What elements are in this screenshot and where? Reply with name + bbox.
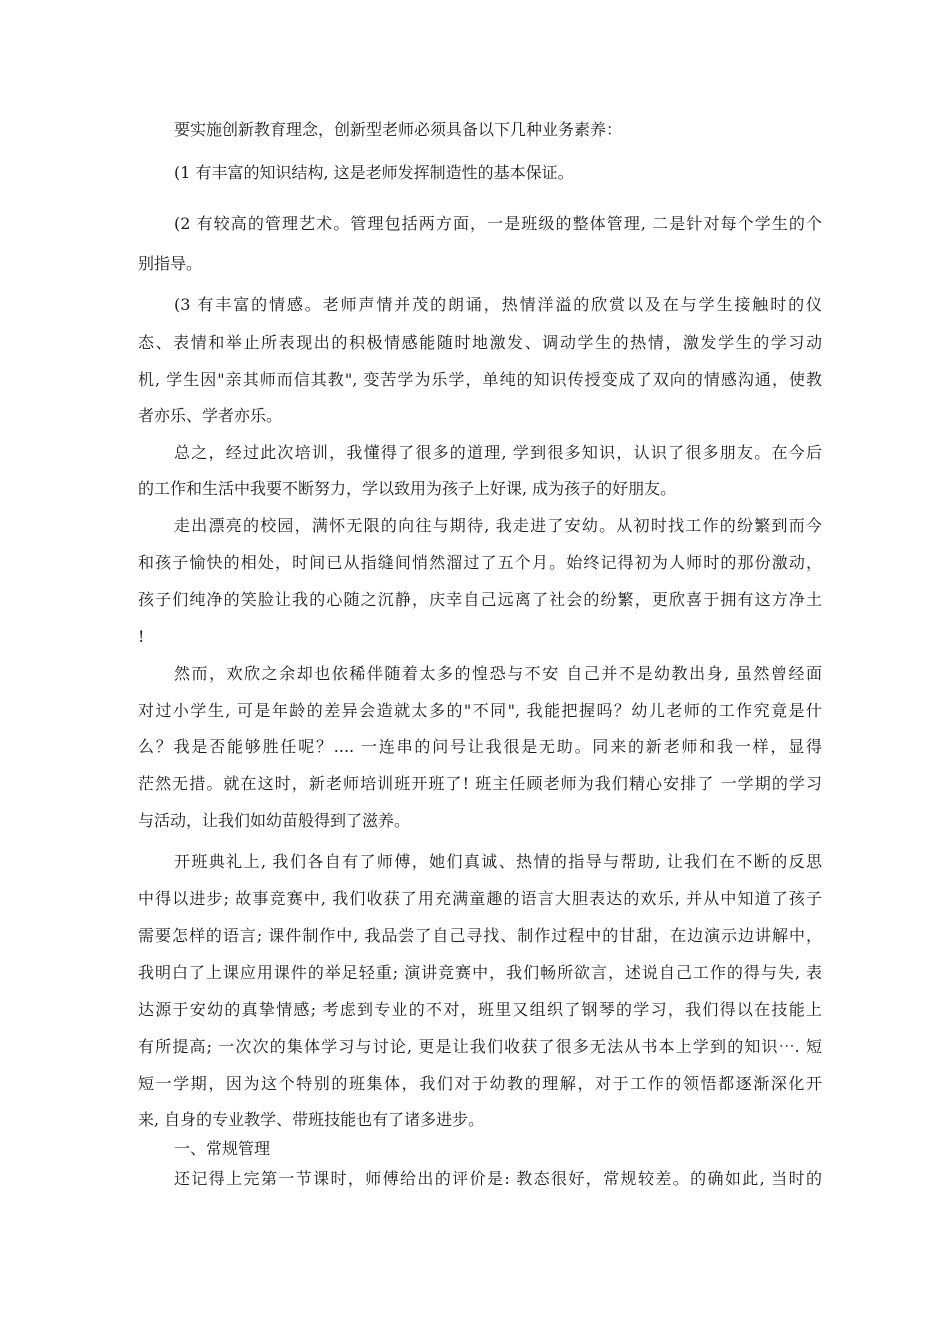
text-line: 来, 自身的专业教学、带班技能也有了诸多进步。 <box>138 1110 485 1129</box>
text-line: 机, 学生因"亲其师而信其教", 变苦学为乐学，单纯的知识传授变成了双向的情感沟通，使教 <box>138 370 822 389</box>
text-line: 对过小学生, 可是年龄的差异会造就太多的"不同", 我能把握吗？幼儿老师的工作究竟是什 <box>138 701 822 720</box>
text-line: 别指导。 <box>138 254 203 273</box>
text-line: 要实施创新教育理念，创新型老师必须具备以下几种业务素养： <box>174 120 623 139</box>
text-line: 需要怎样的语言; 课件制作中, 我品尝了自己寻找、制作过程中的甘甜，在边演示边讲解中， <box>138 926 822 945</box>
text-line: 走出漂亮的校园，满怀无限的向往与期待, 我走进了安幼。从初时找工作的纷繁到而今 <box>174 516 822 535</box>
text-line: (1 有丰富的知识结构, 这是老师发挥制造性的基本保证。 <box>174 163 574 182</box>
text-line: 还记得上完第一节课时，师傅给出的评价是: 教态很好，常规较差。的确如此, 当时的 <box>174 1169 822 1188</box>
section-heading: 一、常规管理 <box>174 1139 271 1158</box>
text-line: ! <box>138 627 145 646</box>
text-line: 总之，经过此次培训，我懂得了很多的道理, 学到很多知识，认识了很多朋友。在今后 <box>174 443 822 462</box>
text-line: 和孩子愉快的相处，时间已从指缝间悄然溜过了五个月。始终记得初为人师时的那份激动， <box>138 553 822 572</box>
text-line: 与活动，让我们如幼苗般得到了滋养。 <box>138 811 411 830</box>
text-line: 短一学期，因为这个特别的班集体，我们对于幼教的理解，对于工作的领悟都逐渐深化开 <box>138 1074 822 1093</box>
text-line: 态、表情和举止所表现出的积极情感能随时地激发、调动学生的热情，激发学生的学习动 <box>138 333 822 352</box>
text-line: 孩子们纯净的笑脸让我的心随之沉静，庆幸自己远离了社会的纷繁，更欣喜于拥有这方净土 <box>138 590 822 609</box>
text-line: 达源于安幼的真挚情感; 考虑到专业的不对，班里又组织了钢琴的学习，我们得以在技能上 <box>138 1000 822 1019</box>
text-line: 者亦乐、学者亦乐。 <box>138 406 283 425</box>
text-line: 茫然无措。就在这时，新老师培训班开班了! 班主任顾老师为我们精心安排了 一学期的学习 <box>138 774 822 793</box>
text-line: 中得以进步; 故事竞赛中, 我们收获了用充满童趣的语言大胆表达的欢乐, 并从中知道了孩子 <box>138 889 822 908</box>
text-line: 我明白了上课应用课件的举足轻重; 演讲竞赛中，我们畅所欲言，述说自己工作的得与失, 表 <box>138 963 822 982</box>
text-line: 有所提高; 一次次的集体学习与讨论, 更是让我们收获了很多无法从书本上学到的知识⋯. 短 <box>138 1037 822 1056</box>
text-line: (3 有丰富的情感。老师声情并茂的朗诵，热情洋溢的欣赏以及在与学生接触时的仪 <box>174 295 822 314</box>
text-line: 然而，欢欣之余却也依稀伴随着太多的惶恐与不安 自己并不是幼教出身, 虽然曾经面 <box>174 664 822 683</box>
text-line: 么？我是否能够胜任呢？.... 一连串的问号让我很是无助。同来的新老师和我一样，显得 <box>138 737 822 756</box>
text-line: 开班典礼上, 我们各自有了师傅，她们真诚、热情的指导与帮助, 让我们在不断的反思 <box>174 852 822 871</box>
text-line: (2 有较高的管理艺术。管理包括两方面，一是班级的整体管理, 二是针对每个学生的个 <box>174 214 822 233</box>
text-line: 的工作和生活中我要不断努力，学以致用为孩子上好课, 成为孩子的好朋友。 <box>138 479 677 498</box>
